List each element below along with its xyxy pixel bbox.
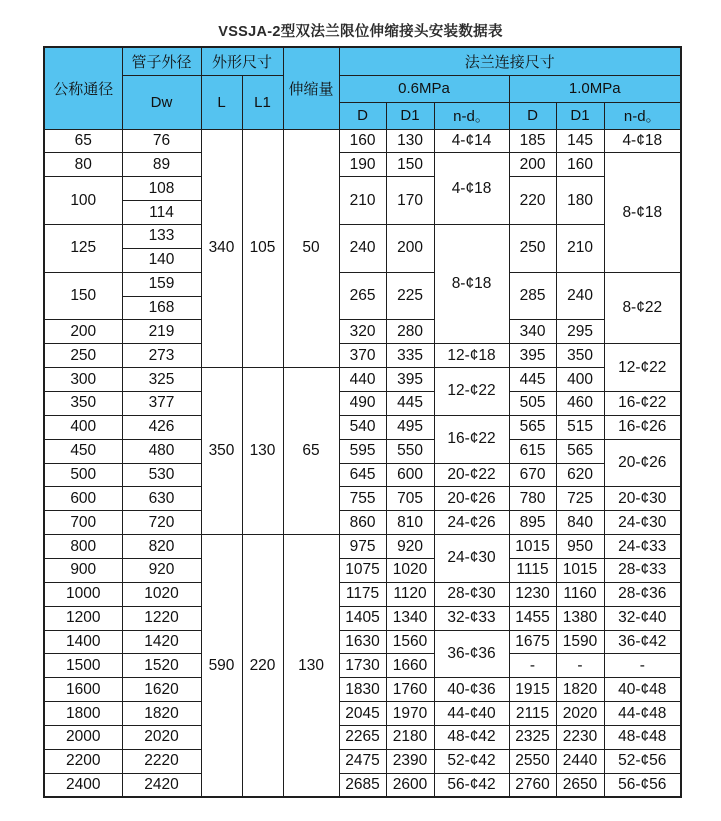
table-cell: 280: [386, 320, 434, 344]
table-cell: 2020: [122, 725, 201, 749]
table-cell: 320: [339, 320, 386, 344]
table-cell: 630: [122, 487, 201, 511]
table-row: [44, 582, 681, 606]
table-cell: 16-¢22: [434, 415, 509, 463]
table-cell: 40-¢36: [434, 678, 509, 702]
table-cell: 12-¢22: [434, 368, 509, 416]
installation-data-table: [43, 46, 682, 798]
table-cell: 2325: [509, 725, 556, 749]
table-cell: 190: [339, 153, 386, 177]
table-cell: 530: [122, 463, 201, 487]
table-cell: 705: [386, 487, 434, 511]
table-cell: 350: [44, 391, 122, 415]
table-cell: 52-¢42: [434, 749, 509, 773]
table-cell: 670: [509, 463, 556, 487]
table-cell: 150: [386, 153, 434, 177]
table-cell: 595: [339, 439, 386, 463]
table-cell: 48-¢48: [604, 725, 681, 749]
table-cell: 65: [44, 129, 122, 153]
table-cell: 76: [122, 129, 201, 153]
table-cell: 20-¢26: [434, 487, 509, 511]
table-cell: 133: [122, 224, 201, 248]
table-cell: 2180: [386, 725, 434, 749]
table-cell: 340: [509, 320, 556, 344]
table-cell: 159: [122, 272, 201, 296]
table-cell: 32-¢40: [604, 606, 681, 630]
table-cell: 460: [556, 391, 604, 415]
table-cell: 1015: [509, 535, 556, 559]
table-cell: 1120: [386, 582, 434, 606]
table-cell: 100: [44, 177, 122, 225]
table-cell: 2420: [122, 773, 201, 797]
header-l: L: [201, 75, 242, 129]
table-cell: 265: [339, 272, 386, 320]
table-cell: 1630: [339, 630, 386, 654]
table-cell: 725: [556, 487, 604, 511]
table-cell: 4-¢14: [434, 129, 509, 153]
table-cell: 1400: [44, 630, 122, 654]
table-cell: 220: [509, 177, 556, 225]
table-cell: 65: [283, 368, 339, 535]
table-cell: 36-¢42: [604, 630, 681, 654]
table-cell: 89: [122, 153, 201, 177]
table-cell: 505: [509, 391, 556, 415]
header-10-d1: D1: [556, 102, 604, 129]
table-cell: 80: [44, 153, 122, 177]
table-cell: 250: [44, 344, 122, 368]
table-cell: 240: [556, 272, 604, 320]
table-body: [44, 129, 681, 797]
header-outline-dimensions: 外形尺寸: [201, 47, 283, 75]
table-cell: 810: [386, 511, 434, 535]
table-cell: 335: [386, 344, 434, 368]
header-pressure-06mpa: 0.6MPa: [339, 75, 509, 102]
table-cell: 1220: [122, 606, 201, 630]
table-cell: 720: [122, 511, 201, 535]
table-cell: 1420: [122, 630, 201, 654]
table-cell: 1500: [44, 654, 122, 678]
table-row: [44, 272, 681, 296]
table-cell: 755: [339, 487, 386, 511]
table-cell: 1590: [556, 630, 604, 654]
table-cell: 28-¢30: [434, 582, 509, 606]
header-flange-connection-dimensions: 法兰连接尺寸: [339, 47, 681, 75]
table-cell: 920: [122, 558, 201, 582]
table-cell: 130: [386, 129, 434, 153]
table-cell: 1015: [556, 558, 604, 582]
table-row: [44, 749, 681, 773]
table-row: [44, 463, 681, 487]
table-row: [44, 415, 681, 439]
table-cell: 900: [44, 558, 122, 582]
table-cell: 600: [386, 463, 434, 487]
table-cell: 125: [44, 224, 122, 272]
table-row: [44, 630, 681, 654]
table-cell: 168: [122, 296, 201, 320]
table-cell: 40-¢48: [604, 678, 681, 702]
table-row: [44, 391, 681, 415]
table-cell: 4-¢18: [604, 129, 681, 153]
table-cell: 2475: [339, 749, 386, 773]
table-cell: 24-¢30: [434, 535, 509, 583]
table-cell: 20-¢26: [604, 439, 681, 487]
table-cell: 2230: [556, 725, 604, 749]
table-cell: 370: [339, 344, 386, 368]
table-row: [44, 678, 681, 702]
table-cell: 550: [386, 439, 434, 463]
table-cell: 1020: [122, 582, 201, 606]
table-cell: 210: [556, 224, 604, 272]
table-row: [44, 702, 681, 726]
table-cell: 2390: [386, 749, 434, 773]
table-cell: 114: [122, 201, 201, 225]
table-cell: 24-¢30: [604, 511, 681, 535]
table-header: [44, 47, 681, 129]
table-cell: 2400: [44, 773, 122, 797]
table-row: [44, 773, 681, 797]
table-cell: 28-¢33: [604, 558, 681, 582]
table-cell: 210: [339, 177, 386, 225]
table-cell: 600: [44, 487, 122, 511]
table-cell: 325: [122, 368, 201, 392]
table-cell: 1620: [122, 678, 201, 702]
table-cell: 160: [556, 153, 604, 177]
table-cell: 1660: [386, 654, 434, 678]
table-cell: 250: [509, 224, 556, 272]
table-cell: 200: [509, 153, 556, 177]
table-cell: 1820: [556, 678, 604, 702]
table-cell: 16-¢22: [604, 391, 681, 415]
table-cell: 780: [509, 487, 556, 511]
table-cell: 56-¢56: [604, 773, 681, 797]
table-cell: 2020: [556, 702, 604, 726]
table-row: [44, 439, 681, 463]
table-cell: 1000: [44, 582, 122, 606]
table-cell: 445: [509, 368, 556, 392]
table-cell: 895: [509, 511, 556, 535]
table-cell: 56-¢42: [434, 773, 509, 797]
table-cell: 820: [122, 535, 201, 559]
header-10-d: D: [509, 102, 556, 129]
table-cell: 1560: [386, 630, 434, 654]
header-10-nd: n-d。: [604, 102, 681, 129]
table-cell: 130: [283, 535, 339, 797]
table-cell: 1830: [339, 678, 386, 702]
table-row: [44, 344, 681, 368]
table-cell: 920: [386, 535, 434, 559]
table-cell: 8-¢18: [434, 224, 509, 343]
table-cell: 273: [122, 344, 201, 368]
table-cell: 2650: [556, 773, 604, 797]
table-cell: 20-¢22: [434, 463, 509, 487]
table-row: [44, 320, 681, 344]
table-cell: 8-¢22: [604, 272, 681, 344]
table-cell: 645: [339, 463, 386, 487]
table-cell: 140: [122, 248, 201, 272]
table-cell: 1160: [556, 582, 604, 606]
table-cell: 20-¢30: [604, 487, 681, 511]
table-cell: 450: [44, 439, 122, 463]
table-cell: -: [509, 654, 556, 678]
table-cell: 590: [201, 535, 242, 797]
table-cell: 1405: [339, 606, 386, 630]
table-cell: 565: [556, 439, 604, 463]
table-cell: 24-¢26: [434, 511, 509, 535]
table-cell: 200: [44, 320, 122, 344]
table-row: [44, 558, 681, 582]
table-cell: 2550: [509, 749, 556, 773]
table-cell: 180: [556, 177, 604, 225]
table-cell: 108: [122, 177, 201, 201]
table-cell: 105: [242, 129, 283, 368]
table-cell: 300: [44, 368, 122, 392]
table-cell: 860: [339, 511, 386, 535]
table-cell: 1520: [122, 654, 201, 678]
table-cell: 1730: [339, 654, 386, 678]
header-expansion-amount: 伸缩量: [283, 47, 339, 129]
table-cell: 2685: [339, 773, 386, 797]
table-cell: 1380: [556, 606, 604, 630]
table-cell: 490: [339, 391, 386, 415]
table-cell: 400: [44, 415, 122, 439]
table-cell: 1915: [509, 678, 556, 702]
table-cell: 1020: [386, 558, 434, 582]
table-cell: -: [604, 654, 681, 678]
table-cell: 285: [509, 272, 556, 320]
table-cell: 50: [283, 129, 339, 368]
table-cell: 170: [386, 177, 434, 225]
table-cell: 12-¢22: [604, 344, 681, 392]
table-row: [44, 177, 681, 201]
table-cell: 950: [556, 535, 604, 559]
table-row: [44, 535, 681, 559]
table-cell: 2045: [339, 702, 386, 726]
table-cell: 1200: [44, 606, 122, 630]
table-cell: 52-¢56: [604, 749, 681, 773]
table-row: [44, 153, 681, 177]
table-cell: 32-¢33: [434, 606, 509, 630]
table-cell: 975: [339, 535, 386, 559]
table-cell: 1600: [44, 678, 122, 702]
table-cell: 377: [122, 391, 201, 415]
table-cell: 515: [556, 415, 604, 439]
table-cell: 8-¢18: [604, 153, 681, 272]
table-cell: 36-¢36: [434, 630, 509, 678]
table-cell: 340: [201, 129, 242, 368]
table-cell: 240: [339, 224, 386, 272]
table-cell: 24-¢33: [604, 535, 681, 559]
table-cell: 700: [44, 511, 122, 535]
table-cell: 1340: [386, 606, 434, 630]
table-cell: 840: [556, 511, 604, 535]
table-cell: 44-¢48: [604, 702, 681, 726]
header-l1: L1: [242, 75, 283, 129]
table-cell: 2760: [509, 773, 556, 797]
table-row: [44, 511, 681, 535]
table-cell: 2440: [556, 749, 604, 773]
table-row: [44, 129, 681, 153]
header-pipe-outer-diameter: 管子外径: [122, 47, 201, 75]
table-cell: 350: [556, 344, 604, 368]
table-cell: 44-¢40: [434, 702, 509, 726]
table-cell: 2200: [44, 749, 122, 773]
header-nominal-diameter: 公称通径: [44, 47, 122, 129]
header-dw: Dw: [122, 75, 201, 129]
table-row: [44, 606, 681, 630]
table-cell: 565: [509, 415, 556, 439]
table-row: [44, 725, 681, 749]
header-06-d: D: [339, 102, 386, 129]
table-cell: 2265: [339, 725, 386, 749]
table-cell: 1675: [509, 630, 556, 654]
header-pressure-10mpa: 1.0MPa: [509, 75, 681, 102]
table-cell: 220: [242, 535, 283, 797]
table-cell: 480: [122, 439, 201, 463]
table-cell: 440: [339, 368, 386, 392]
table-cell: 2600: [386, 773, 434, 797]
table-row: [44, 368, 681, 392]
table-cell: 200: [386, 224, 434, 272]
table-cell: 48-¢42: [434, 725, 509, 749]
table-cell: 2220: [122, 749, 201, 773]
table-row: [44, 224, 681, 248]
table-cell: 495: [386, 415, 434, 439]
table-cell: 145: [556, 129, 604, 153]
table-cell: 2000: [44, 725, 122, 749]
table-cell: 1820: [122, 702, 201, 726]
table-row: [44, 487, 681, 511]
table-cell: 395: [386, 368, 434, 392]
table-cell: 150: [44, 272, 122, 320]
table-cell: 28-¢36: [604, 582, 681, 606]
table-cell: -: [556, 654, 604, 678]
table-cell: 620: [556, 463, 604, 487]
table-cell: 185: [509, 129, 556, 153]
table-cell: 2115: [509, 702, 556, 726]
table-cell: 1075: [339, 558, 386, 582]
table-cell: 350: [201, 368, 242, 535]
table-cell: 395: [509, 344, 556, 368]
table-row: [44, 654, 681, 678]
table-cell: 400: [556, 368, 604, 392]
table-cell: 1800: [44, 702, 122, 726]
header-06-d1: D1: [386, 102, 434, 129]
table-cell: 130: [242, 368, 283, 535]
table-cell: 219: [122, 320, 201, 344]
table-cell: 1115: [509, 558, 556, 582]
table-cell: 12-¢18: [434, 344, 509, 368]
table-cell: 500: [44, 463, 122, 487]
header-06-nd: n-d。: [434, 102, 509, 129]
page-title: VSSJA-2型双法兰限位伸缩接头安装数据表: [218, 24, 503, 40]
table-cell: 225: [386, 272, 434, 320]
table-cell: 445: [386, 391, 434, 415]
table-cell: 1175: [339, 582, 386, 606]
table-cell: 1230: [509, 582, 556, 606]
table-cell: 800: [44, 535, 122, 559]
table-cell: 1455: [509, 606, 556, 630]
table-cell: 160: [339, 129, 386, 153]
table-cell: 1970: [386, 702, 434, 726]
table-cell: 4-¢18: [434, 153, 509, 225]
table-cell: 540: [339, 415, 386, 439]
table-cell: 1760: [386, 678, 434, 702]
table-cell: 426: [122, 415, 201, 439]
table-cell: 615: [509, 439, 556, 463]
table-cell: 16-¢26: [604, 415, 681, 439]
table-cell: 295: [556, 320, 604, 344]
